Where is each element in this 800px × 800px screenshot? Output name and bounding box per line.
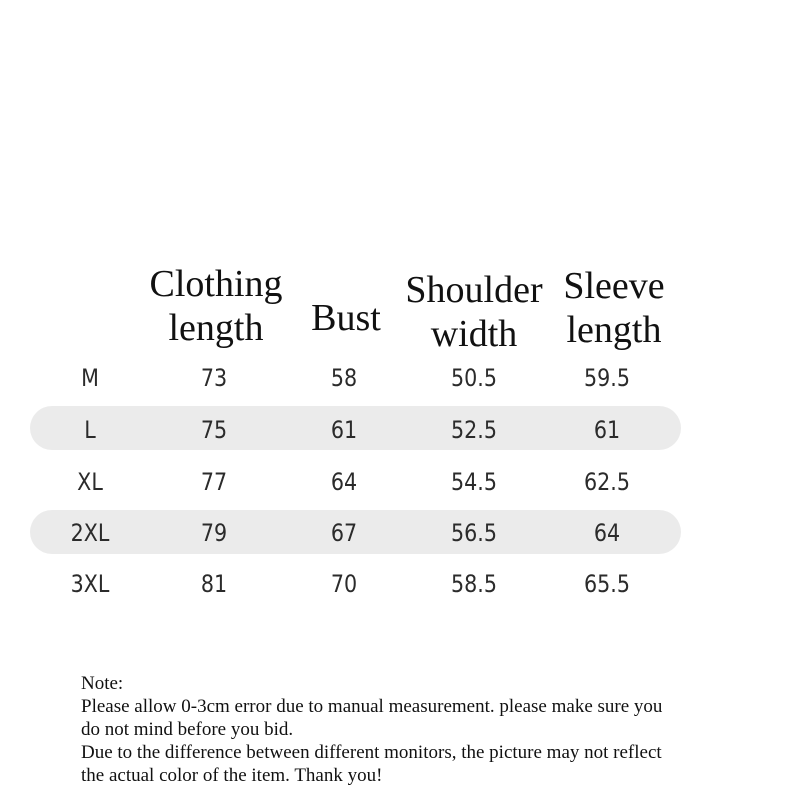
header-bust bbox=[296, 296, 396, 340]
table-row bbox=[0, 511, 800, 555]
clothing-length-cell: 73 bbox=[200, 364, 228, 392]
shoulder-width-cell: 52.5 bbox=[451, 416, 497, 444]
sleeve-length-cell: 59.5 bbox=[584, 364, 630, 392]
header-line: length bbox=[168, 307, 264, 349]
bust-cell: 61 bbox=[330, 416, 358, 444]
sleeve-length-cell: 64 bbox=[593, 519, 621, 547]
clothing-length-cell: 81 bbox=[200, 570, 228, 598]
sleeve-length-cell: 62.5 bbox=[584, 468, 630, 496]
size-cell: XL bbox=[77, 468, 103, 496]
table-row bbox=[0, 408, 800, 452]
header-line: Bust bbox=[311, 297, 381, 339]
size-cell: L bbox=[84, 416, 96, 444]
sleeve-length-cell: 61 bbox=[593, 416, 621, 444]
shoulder-width-cell: 56.5 bbox=[451, 519, 497, 547]
clothing-length-cell: 75 bbox=[200, 416, 228, 444]
table-row bbox=[0, 356, 800, 400]
size-cell: 2XL bbox=[70, 519, 110, 547]
bust-cell: 58 bbox=[330, 364, 358, 392]
header-line: Clothing bbox=[149, 263, 283, 305]
header-line: Sleeve bbox=[563, 265, 665, 307]
note-line: the actual color of the item. Thank you! bbox=[81, 765, 383, 786]
table-row bbox=[0, 562, 800, 606]
note-line: Due to the difference between different monitors, the picture may not reflect bbox=[81, 742, 662, 763]
note-block bbox=[81, 672, 731, 787]
shoulder-width-cell: 58.5 bbox=[451, 570, 497, 598]
header-sleeve-length bbox=[552, 264, 676, 352]
header-shoulder-width bbox=[396, 268, 552, 356]
size-cell: 3XL bbox=[70, 570, 110, 598]
bust-cell: 70 bbox=[330, 570, 358, 598]
table-row bbox=[0, 460, 800, 504]
bust-cell: 67 bbox=[330, 519, 358, 547]
header-line: width bbox=[430, 313, 518, 355]
sleeve-length-cell: 65.5 bbox=[584, 570, 630, 598]
clothing-length-cell: 79 bbox=[200, 519, 228, 547]
note-title: Note: bbox=[81, 673, 124, 694]
header-clothing-length bbox=[136, 262, 296, 350]
shoulder-width-cell: 54.5 bbox=[451, 468, 497, 496]
shoulder-width-cell: 50.5 bbox=[451, 364, 497, 392]
header-line: Shoulder bbox=[405, 269, 543, 311]
note-line: do not mind before you bid. bbox=[81, 719, 294, 740]
size-cell: M bbox=[81, 364, 99, 392]
bust-cell: 64 bbox=[330, 468, 358, 496]
clothing-length-cell: 77 bbox=[200, 468, 228, 496]
header-line: length bbox=[566, 309, 662, 351]
note-line: Please allow 0-3cm error due to manual measurement. please make sure you bbox=[81, 696, 663, 717]
